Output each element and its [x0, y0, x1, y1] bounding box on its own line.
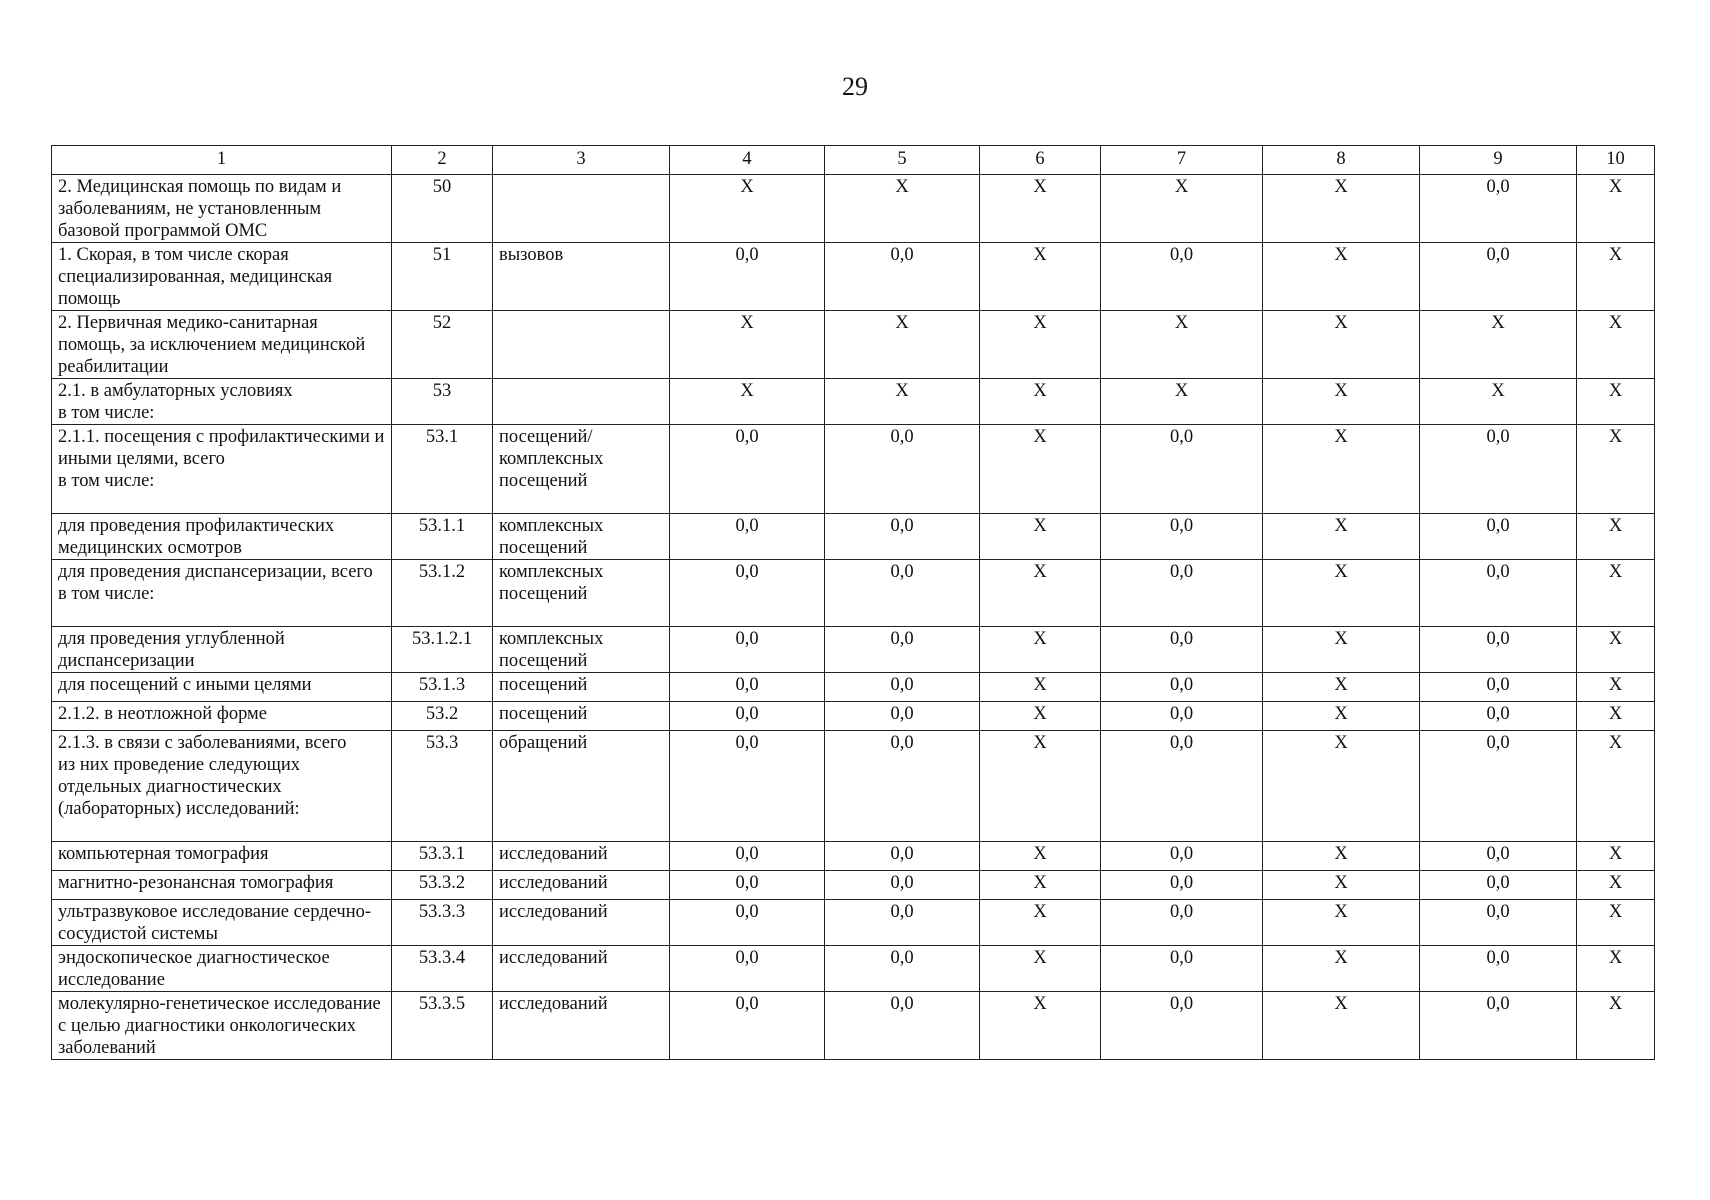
row-code-cell: 53.3.3 — [392, 900, 493, 946]
cell-col-4: 0,0 — [670, 673, 825, 702]
cell-col-4: 0,0 — [670, 243, 825, 311]
cell-col-7: 0,0 — [1101, 627, 1263, 673]
row-name-cell: для проведения профилактических медицинских осмотров — [52, 514, 392, 560]
cell-col-6: X — [980, 871, 1101, 900]
cell-col-4: 0,0 — [670, 731, 825, 842]
cell-col-6: X — [980, 992, 1101, 1060]
cell-col-9: 0,0 — [1420, 702, 1577, 731]
cell-col-8: X — [1263, 731, 1420, 842]
cell-col-9: 0,0 — [1420, 175, 1577, 243]
cell-col-6: X — [980, 946, 1101, 992]
table-row — [52, 311, 1655, 379]
row-unit-cell: обращений — [493, 731, 670, 842]
cell-col-8: X — [1263, 627, 1420, 673]
cell-col-9: X — [1420, 311, 1577, 379]
cell-col-5: 0,0 — [825, 673, 980, 702]
cell-col-5: X — [825, 175, 980, 243]
cell-col-7: 0,0 — [1101, 842, 1263, 871]
row-name-cell: 2. Первичная медико-санитарная помощь, за исключением медицинской реабилитации — [52, 311, 392, 379]
cell-col-7: X — [1101, 175, 1263, 243]
cell-col-4: X — [670, 379, 825, 425]
column-header: 4 — [670, 146, 825, 175]
row-code-cell: 53.3.2 — [392, 871, 493, 900]
cell-col-9: 0,0 — [1420, 243, 1577, 311]
row-name-cell: эндоскопическое диагностическое исследование — [52, 946, 392, 992]
page-number: 29 — [842, 72, 868, 101]
column-header: 2 — [392, 146, 493, 175]
row-name-cell: 1. Скорая, в том числе скорая специализированная, медицинская помощь — [52, 243, 392, 311]
row-code-cell: 53.1 — [392, 425, 493, 514]
table-row — [52, 175, 1655, 243]
cell-col-4: X — [670, 175, 825, 243]
cell-col-10: X — [1577, 175, 1655, 243]
cell-col-6: X — [980, 702, 1101, 731]
table-row — [52, 702, 1655, 731]
cell-col-8: X — [1263, 702, 1420, 731]
row-unit-cell: комплексных посещений — [493, 514, 670, 560]
cell-col-10: X — [1577, 379, 1655, 425]
column-header: 5 — [825, 146, 980, 175]
row-name-cell: 2.1.3. в связи с заболеваниями, всего из них проведение следующих отдельных диагностических (лабораторных) исследований: — [52, 731, 392, 842]
cell-col-7: 0,0 — [1101, 946, 1263, 992]
row-code-cell: 53.3.4 — [392, 946, 493, 992]
cell-col-9: 0,0 — [1420, 946, 1577, 992]
row-unit-cell: исследований — [493, 946, 670, 992]
cell-col-6: X — [980, 900, 1101, 946]
cell-col-8: X — [1263, 379, 1420, 425]
row-unit-cell: вызовов — [493, 243, 670, 311]
cell-col-8: X — [1263, 243, 1420, 311]
cell-col-10: X — [1577, 992, 1655, 1060]
cell-col-6: X — [980, 627, 1101, 673]
cell-col-10: X — [1577, 900, 1655, 946]
row-unit-cell: исследований — [493, 992, 670, 1060]
row-code-cell: 53.1.3 — [392, 673, 493, 702]
row-code-cell: 53.1.2 — [392, 560, 493, 627]
cell-col-4: 0,0 — [670, 702, 825, 731]
row-code-cell: 53 — [392, 379, 493, 425]
row-name-cell: для проведения диспансеризации, всего в том числе: — [52, 560, 392, 627]
cell-col-8: X — [1263, 560, 1420, 627]
cell-col-6: X — [980, 379, 1101, 425]
row-name-cell: молекулярно-генетическое исследование с целью диагностики онкологических заболеваний — [52, 992, 392, 1060]
cell-col-9: X — [1420, 379, 1577, 425]
cell-col-10: X — [1577, 673, 1655, 702]
cell-col-9: 0,0 — [1420, 731, 1577, 842]
table-row — [52, 627, 1655, 673]
row-unit-cell: исследований — [493, 900, 670, 946]
cell-col-7: 0,0 — [1101, 702, 1263, 731]
cell-col-6: X — [980, 731, 1101, 842]
cell-col-6: X — [980, 311, 1101, 379]
row-unit-cell — [493, 379, 670, 425]
cell-col-9: 0,0 — [1420, 425, 1577, 514]
cell-col-7: 0,0 — [1101, 243, 1263, 311]
row-code-cell: 53.3.5 — [392, 992, 493, 1060]
cell-col-5: 0,0 — [825, 871, 980, 900]
cell-col-10: X — [1577, 243, 1655, 311]
row-code-cell: 53.1.1 — [392, 514, 493, 560]
header-row — [52, 146, 1655, 175]
cell-col-10: X — [1577, 842, 1655, 871]
cell-col-10: X — [1577, 425, 1655, 514]
row-unit-cell: исследований — [493, 842, 670, 871]
cell-col-6: X — [980, 560, 1101, 627]
row-name-cell: для проведения углубленной диспансеризации — [52, 627, 392, 673]
cell-col-8: X — [1263, 514, 1420, 560]
row-unit-cell: комплексных посещений — [493, 560, 670, 627]
cell-col-8: X — [1263, 311, 1420, 379]
cell-col-8: X — [1263, 842, 1420, 871]
cell-col-9: 0,0 — [1420, 871, 1577, 900]
column-header: 1 — [52, 146, 392, 175]
table-row — [52, 946, 1655, 992]
cell-col-7: 0,0 — [1101, 514, 1263, 560]
cell-col-4: X — [670, 311, 825, 379]
cell-col-9: 0,0 — [1420, 560, 1577, 627]
row-unit-cell: посещений — [493, 702, 670, 731]
data-table — [51, 145, 1655, 1060]
table-row — [52, 379, 1655, 425]
row-name-cell: 2.1.1. посещения с профилактическими и иными целями, всего в том числе: — [52, 425, 392, 514]
cell-col-5: 0,0 — [825, 627, 980, 673]
cell-col-7: 0,0 — [1101, 900, 1263, 946]
cell-col-7: 0,0 — [1101, 560, 1263, 627]
row-name-cell: 2.1.2. в неотложной форме — [52, 702, 392, 731]
cell-col-8: X — [1263, 871, 1420, 900]
cell-col-4: 0,0 — [670, 871, 825, 900]
row-unit-cell: посещений — [493, 673, 670, 702]
row-unit-cell — [493, 311, 670, 379]
row-name-cell: 2.1. в амбулаторных условиях в том числе: — [52, 379, 392, 425]
row-code-cell: 53.3.1 — [392, 842, 493, 871]
cell-col-5: 0,0 — [825, 243, 980, 311]
cell-col-4: 0,0 — [670, 425, 825, 514]
cell-col-4: 0,0 — [670, 842, 825, 871]
cell-col-7: 0,0 — [1101, 673, 1263, 702]
row-name-cell: компьютерная томография — [52, 842, 392, 871]
column-header: 7 — [1101, 146, 1263, 175]
table-body — [52, 175, 1655, 1060]
cell-col-4: 0,0 — [670, 560, 825, 627]
cell-col-10: X — [1577, 627, 1655, 673]
cell-col-6: X — [980, 842, 1101, 871]
row-code-cell: 51 — [392, 243, 493, 311]
row-unit-cell: комплексных посещений — [493, 627, 670, 673]
cell-col-4: 0,0 — [670, 946, 825, 992]
column-header: 6 — [980, 146, 1101, 175]
cell-col-7: X — [1101, 311, 1263, 379]
cell-col-10: X — [1577, 702, 1655, 731]
table-row — [52, 992, 1655, 1060]
cell-col-6: X — [980, 243, 1101, 311]
table-row — [52, 243, 1655, 311]
cell-col-5: X — [825, 379, 980, 425]
table-row — [52, 514, 1655, 560]
table-row — [52, 731, 1655, 842]
row-code-cell: 53.1.2.1 — [392, 627, 493, 673]
row-code-cell: 50 — [392, 175, 493, 243]
column-header: 9 — [1420, 146, 1577, 175]
row-name-cell: магнитно-резонансная томография — [52, 871, 392, 900]
row-code-cell: 52 — [392, 311, 493, 379]
cell-col-8: X — [1263, 425, 1420, 514]
cell-col-4: 0,0 — [670, 627, 825, 673]
row-code-cell: 53.2 — [392, 702, 493, 731]
cell-col-5: 0,0 — [825, 425, 980, 514]
cell-col-7: X — [1101, 379, 1263, 425]
table-row — [52, 900, 1655, 946]
cell-col-5: 0,0 — [825, 900, 980, 946]
row-name-cell: для посещений с иными целями — [52, 673, 392, 702]
cell-col-8: X — [1263, 900, 1420, 946]
column-header: 3 — [493, 146, 670, 175]
cell-col-5: 0,0 — [825, 731, 980, 842]
cell-col-5: 0,0 — [825, 560, 980, 627]
cell-col-9: 0,0 — [1420, 627, 1577, 673]
table-row — [52, 560, 1655, 627]
table-row — [52, 871, 1655, 900]
cell-col-7: 0,0 — [1101, 992, 1263, 1060]
table-row — [52, 673, 1655, 702]
cell-col-9: 0,0 — [1420, 673, 1577, 702]
column-header: 8 — [1263, 146, 1420, 175]
cell-col-8: X — [1263, 946, 1420, 992]
table-row — [52, 842, 1655, 871]
cell-col-4: 0,0 — [670, 514, 825, 560]
cell-col-9: 0,0 — [1420, 514, 1577, 560]
row-name-cell: ультразвуковое исследование сердечно-сосудистой системы — [52, 900, 392, 946]
cell-col-6: X — [980, 514, 1101, 560]
cell-col-5: 0,0 — [825, 946, 980, 992]
cell-col-5: X — [825, 311, 980, 379]
cell-col-10: X — [1577, 560, 1655, 627]
cell-col-5: 0,0 — [825, 702, 980, 731]
cell-col-4: 0,0 — [670, 992, 825, 1060]
cell-col-7: 0,0 — [1101, 425, 1263, 514]
row-unit-cell: исследований — [493, 871, 670, 900]
table-row — [52, 425, 1655, 514]
cell-col-7: 0,0 — [1101, 871, 1263, 900]
cell-col-10: X — [1577, 731, 1655, 842]
cell-col-10: X — [1577, 311, 1655, 379]
column-header: 10 — [1577, 146, 1655, 175]
cell-col-6: X — [980, 425, 1101, 514]
cell-col-5: 0,0 — [825, 992, 980, 1060]
cell-col-9: 0,0 — [1420, 842, 1577, 871]
row-unit-cell — [493, 175, 670, 243]
cell-col-10: X — [1577, 514, 1655, 560]
cell-col-10: X — [1577, 946, 1655, 992]
cell-col-8: X — [1263, 673, 1420, 702]
cell-col-6: X — [980, 673, 1101, 702]
cell-col-4: 0,0 — [670, 900, 825, 946]
cell-col-7: 0,0 — [1101, 731, 1263, 842]
cell-col-5: 0,0 — [825, 514, 980, 560]
cell-col-10: X — [1577, 871, 1655, 900]
cell-col-8: X — [1263, 992, 1420, 1060]
cell-col-9: 0,0 — [1420, 900, 1577, 946]
cell-col-6: X — [980, 175, 1101, 243]
cell-col-8: X — [1263, 175, 1420, 243]
cell-col-5: 0,0 — [825, 842, 980, 871]
cell-col-9: 0,0 — [1420, 992, 1577, 1060]
row-name-cell: 2. Медицинская помощь по видам и заболеваниям, не установленным базовой программой ОМС — [52, 175, 392, 243]
row-unit-cell: посещений/ комплексных посещений — [493, 425, 670, 514]
row-code-cell: 53.3 — [392, 731, 493, 842]
